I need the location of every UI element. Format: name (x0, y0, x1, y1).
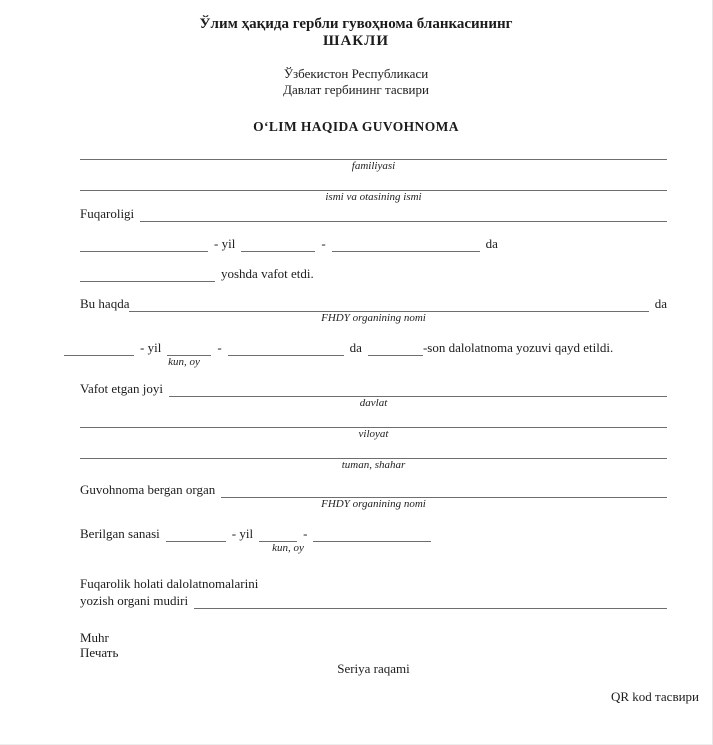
registry-office-row (80, 296, 667, 312)
place-of-death-row (80, 381, 667, 397)
registry-office-label: Bu haqda (80, 296, 130, 311)
registry-office-caption: FHDY organining nomi (321, 312, 426, 324)
place-city-caption: tuman, shahar (341, 459, 406, 471)
age-blank (80, 267, 215, 282)
issuing-authority-label: Guvohnoma bergan organ (80, 482, 216, 497)
surname-field-row (80, 144, 667, 160)
issue-date-caption: kun, oy (272, 542, 304, 554)
qr-code-label: QR kod тасвири (611, 689, 699, 704)
age-label: yoshda vafot etdi. (221, 266, 314, 281)
surname-caption: familiyasi (351, 160, 396, 172)
series-number-label: Seriya raqami (337, 661, 410, 676)
issuing-authority-blank (221, 483, 667, 498)
citizenship-label: Fuqaroligi (80, 206, 135, 221)
record-date-row (64, 340, 667, 356)
emblem-caption-line2: Давлат гербининг тасвири (283, 82, 429, 97)
record-year-label: - yil (140, 340, 162, 355)
issue-date-row (80, 526, 667, 542)
signature-label-line2: yozish organi mudiri (80, 593, 189, 608)
issue-day-blank (166, 527, 226, 542)
stamp-label-ru: Печать (80, 645, 119, 660)
form-header (0, 0, 712, 135)
signature-label-line1: Fuqarolik holati dalolatnomalarini (80, 576, 259, 591)
registry-office-da-label: da (654, 296, 667, 311)
name-blank-line (80, 176, 667, 191)
death-date-row (80, 236, 667, 252)
issue-month-blank (313, 527, 431, 542)
signature-row (80, 592, 667, 609)
emblem-caption (0, 66, 712, 98)
place-city-blank (80, 444, 667, 459)
record-day-blank (64, 341, 134, 356)
record-month-blank (228, 341, 344, 356)
place-region-blank (80, 413, 667, 428)
emblem-caption-line1: Ўзбекистон Республикаси (283, 66, 429, 81)
record-date-caption: kun, oy (168, 356, 200, 368)
death-dash-label: - (321, 236, 326, 251)
stamp-block (80, 630, 667, 660)
record-dash-label: - (217, 340, 222, 355)
place-city-row (80, 443, 667, 459)
signature-block (80, 575, 667, 609)
name-caption: ismi va otasining ismi (325, 191, 422, 203)
record-da-label: da (349, 340, 362, 355)
stamp-label-uz: Muhr (80, 630, 109, 645)
place-country-caption: davlat (359, 397, 388, 409)
issue-date-label: Berilgan sanasi (80, 526, 160, 541)
death-year-blank (241, 237, 315, 252)
issue-year-label: - yil (231, 526, 254, 541)
record-number-label: -son dalolatnoma yozuvi qayd etildi. (422, 340, 614, 355)
record-number-blank (368, 341, 423, 356)
issue-dash-label: - (303, 526, 308, 541)
record-year-blank (167, 341, 211, 356)
name-field-row (80, 175, 667, 191)
death-da-label: da (485, 236, 498, 251)
signature-blank (194, 594, 667, 609)
place-region-caption: viloyat (358, 428, 389, 440)
surname-blank-line (80, 145, 667, 160)
place-of-death-label: Vafot etgan joyi (80, 381, 164, 396)
death-month-blank (332, 237, 480, 252)
citizenship-blank-line (140, 207, 667, 222)
issue-year-blank (259, 527, 297, 542)
citizenship-row (80, 206, 667, 222)
place-country-blank (169, 382, 667, 397)
death-day-blank (80, 237, 208, 252)
age-row (80, 266, 667, 282)
place-region-row (80, 412, 667, 428)
issuing-authority-row (80, 482, 667, 498)
page-title-line2: ШАКЛИ (322, 33, 390, 49)
page-title-line1: Ўлим ҳақида гербли гувоҳнома бланкасининг (199, 16, 513, 32)
registry-office-blank (129, 297, 648, 312)
form-title: OʻLIM HAQIDA GUVOHNOMA (253, 119, 459, 134)
issuing-authority-caption: FHDY organining nomi (321, 498, 426, 510)
death-year-label: - yil (214, 236, 236, 251)
form-body (80, 144, 699, 705)
